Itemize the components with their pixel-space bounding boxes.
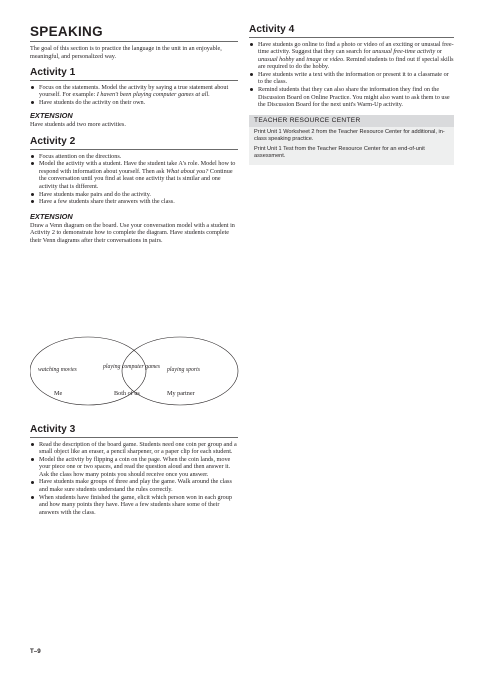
list-item: [30, 160, 238, 190]
bullet-text: Focus on the statements. Model the activity by saying a true statement about yourself. For example:: [39, 83, 229, 99]
bullet-text: Remind students that they can also share the information they find on the Discussion Board on Online Practice. You might also want to ask them to use the Discussion Board for the next unit's Warm-Up activity.: [258, 86, 450, 109]
list-item: [30, 84, 238, 99]
bullet-icon: [31, 101, 34, 104]
list-item: [30, 441, 238, 456]
activity3-block: [30, 424, 238, 516]
bullet-text: Continue the conversation until you find at least one activity that is similar and one activity that is different.: [39, 167, 233, 190]
extension-text: Draw a Venn diagram on the board. Use your conversation model with a student in Activity 2 to demonstrate how to complete the diagram. Have students complete their Venn diagrams after their conversations in pairs.: [30, 221, 235, 244]
bullet-text: and: [294, 55, 307, 63]
venn-right-name: My partner: [167, 390, 195, 397]
bullet-icon: [31, 200, 34, 203]
bullet-text: Have students make groups of three and play the game. Walk around the class and make sure students understand the rules correctly.: [39, 478, 232, 494]
extension-label: EXTENSION: [30, 211, 73, 221]
bullet-text: Read the description of the board game. Students need one coin per group and a small object like an eraser, a pencil sharpener, or a paper clip for each student.: [39, 440, 237, 456]
search-term: unusual hobby: [258, 55, 295, 63]
activity2-list: [30, 153, 238, 206]
list-item: [30, 456, 238, 479]
bullet-text: Have students write a text with the information or present it to a classmate or to the class.: [258, 70, 449, 86]
list-item: [30, 494, 238, 517]
activity-title: Activity 4: [249, 24, 295, 35]
activity-title: Activity 2: [30, 136, 76, 148]
question-text: What about you?: [166, 167, 209, 175]
extension-label: EXTENSION: [30, 111, 73, 121]
bullet-icon: [250, 88, 253, 91]
section-title: SPEAKING: [30, 24, 103, 39]
bullet-text: or: [321, 55, 330, 63]
left-column: [30, 24, 238, 245]
activity3-heading: [30, 424, 238, 438]
teacher-resource-center-box: [249, 115, 454, 165]
bullet-icon: [31, 193, 34, 196]
speaking-heading: [30, 24, 238, 42]
venn-left-item: watching movies: [38, 367, 77, 373]
venn-middle-item: playing computer games: [103, 364, 160, 370]
trc-item: Print Unit 1 Worksheet 2 from the Teacher Resource Center for additional, in-class speaking practice.: [254, 128, 445, 142]
bullet-text: Have students go online to find a photo or video of an exciting or unusual free-time activity. Suggest that they can search for: [258, 40, 454, 56]
page-number: T–9: [30, 648, 41, 655]
venn-diagram: [30, 336, 240, 406]
activity-title: Activity 1: [30, 67, 76, 79]
list-item: [249, 86, 454, 109]
bullet-icon: [31, 481, 34, 484]
trc-item: Print Unit 1 Test from the Teacher Resource Center for an end-of-unit assessment.: [254, 145, 425, 159]
search-term: image: [306, 55, 322, 63]
right-column: [249, 24, 454, 165]
venn-left-name: Me: [54, 390, 63, 397]
list-item: [30, 478, 238, 493]
activity2-heading: [30, 136, 238, 150]
speaking-intro: The goal of this section is to practice the language in the unit in an enjoyable, meaningful, and personalized way.: [30, 45, 222, 60]
bullet-text: Have students do the activity on their own.: [39, 98, 146, 106]
activity4-heading: [249, 24, 454, 38]
bullet-text: Model the activity by flipping a coin on the page. When the coin lands, move your piece one or two spaces, and read the question aloud and then answer it. Ask the class how many points you should receive once you answer.: [39, 455, 231, 478]
venn-right-item: playing sports: [167, 367, 201, 373]
list-item: [30, 153, 238, 161]
venn-middle-name: Both of us: [114, 390, 140, 397]
bullet-text: . Remind students to find out if special skills are required to do the hobby.: [258, 55, 454, 71]
bullet-text: or: [435, 48, 442, 56]
activity3-list: [30, 441, 238, 517]
list-item: [30, 99, 238, 107]
bullet-icon: [250, 73, 253, 76]
search-term: video: [329, 55, 344, 63]
list-item: [249, 41, 454, 71]
search-term: unusual free-time activity: [372, 48, 436, 56]
bullet-icon: [31, 458, 34, 461]
bullet-icon: [31, 155, 34, 158]
list-item: [30, 198, 238, 206]
bullet-icon: [31, 496, 34, 499]
activity1-list: [30, 84, 238, 107]
bullet-icon: [31, 443, 34, 446]
extension-text: Have students add two more activities.: [30, 121, 126, 129]
bullet-text: Model the activity with a student. Have the student take A's role. Model how to respond with information about yourself. Then ask: [39, 160, 236, 175]
activity-title: Activity 3: [30, 424, 76, 435]
activity1-heading: [30, 67, 238, 81]
list-item: [30, 191, 238, 199]
bullet-text: Focus attention on the directions.: [39, 152, 122, 160]
bullet-icon: [31, 162, 34, 165]
example-text: I haven't been playing computer games at all.: [96, 91, 210, 99]
trc-header: TEACHER RESOURCE CENTER: [249, 115, 454, 127]
activity4-list: [249, 41, 454, 109]
bullet-text: Have a few students share their answers with the class.: [39, 198, 175, 206]
bullet-text: Have students make pairs and do the activity.: [39, 190, 151, 198]
bullet-icon: [250, 43, 253, 46]
bullet-text: When students have finished the game, elicit which person won in each group and how many points they have. Have a few students share some of their answers with the class.: [39, 493, 232, 516]
list-item: [249, 71, 454, 86]
bullet-icon: [31, 86, 34, 89]
